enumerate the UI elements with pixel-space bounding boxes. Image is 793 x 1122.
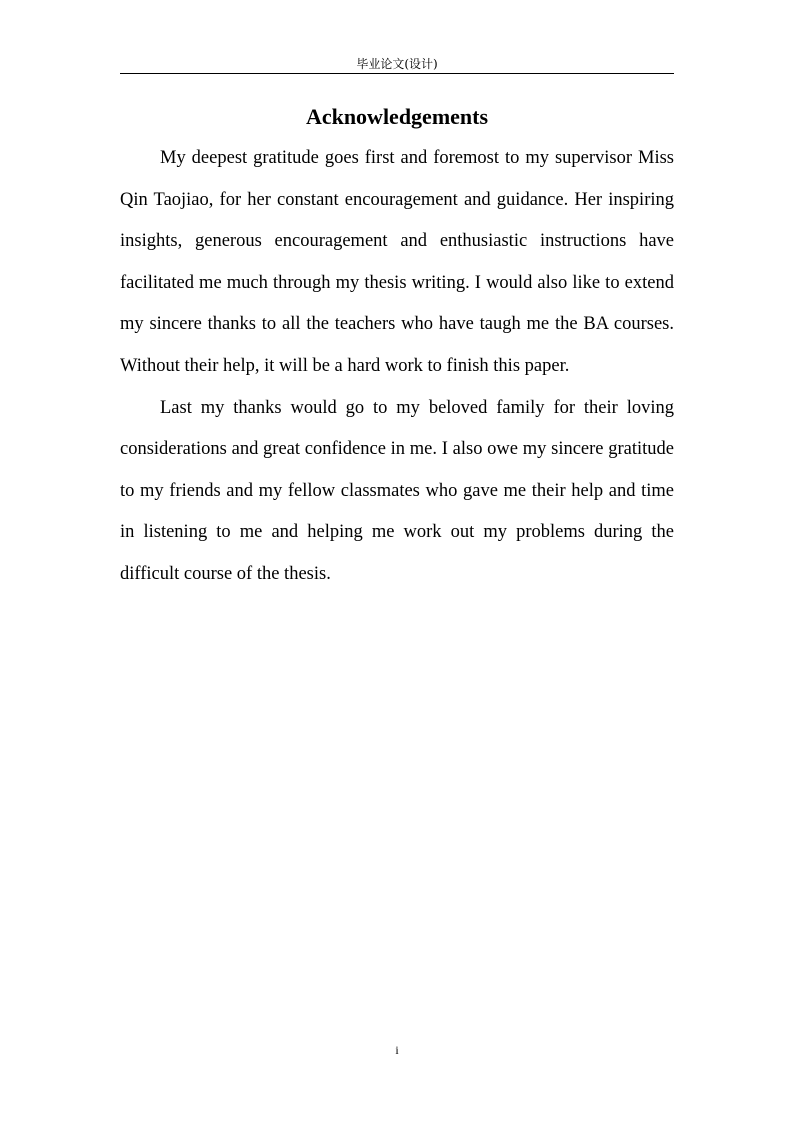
running-header: 毕业论文(设计) <box>356 57 438 71</box>
paragraph-gratitude-family: Last my thanks would go to my beloved family for their loving considerations and great confidence in me. I also owe my sincere gratitude to my friends and my fellow classmates who gave me their help and time in listening to me and helping me work out my problems during the difficult course of the thesis. <box>120 397 674 584</box>
paragraph-gratitude-supervisor: My deepest gratitude goes first and foremost to my supervisor Miss Qin Taojiao, for her constant encouragement and guidance. Her inspiring insights, generous encouragement and enthusiastic instructions have facilitated me much through my thesis writing. I would also like to extend my sincere thanks to all the teachers who have taugh me the BA courses. Without their help, it will be a hard work to finish this paper. <box>120 148 674 376</box>
header-rule <box>120 73 674 74</box>
body-text <box>120 138 674 596</box>
page-number: i <box>395 1043 399 1057</box>
page-title: Acknowledgements <box>305 104 489 129</box>
